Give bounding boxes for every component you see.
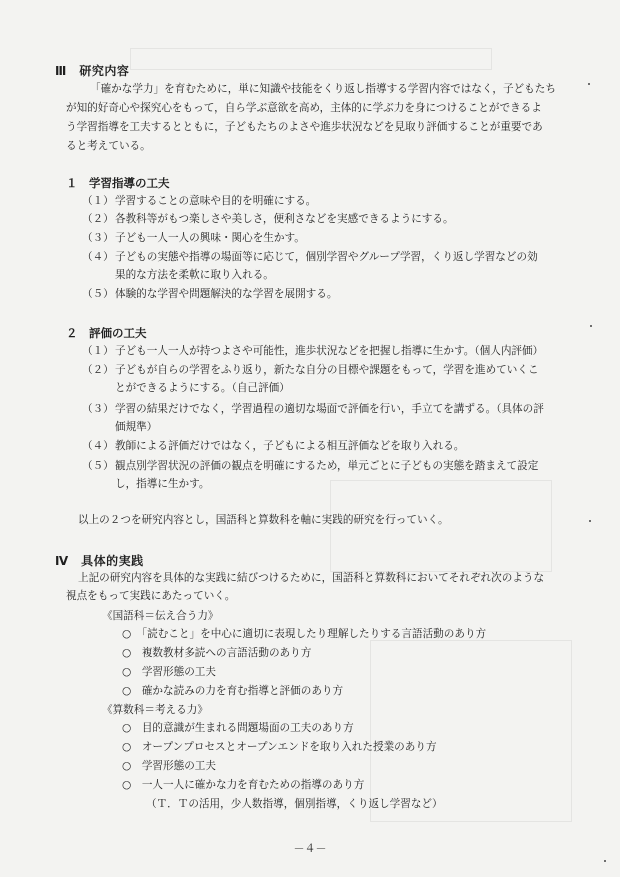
sansu-label: 《算数科＝考える力》: [102, 704, 208, 716]
item-number: （２）: [82, 364, 114, 376]
intro-line: 「確かな学力」を育むために，単に知識や技能をくり返し指導する学習内容ではなく，子どもたち: [90, 83, 556, 95]
sansu-item: ○ オープンプロセスとオープンエンドを取り入れた授業のあり方: [122, 741, 437, 753]
item-text: 価規準）: [115, 421, 158, 433]
kokugo-item: ○ 「読むこと」を中心に適切に表現したり理解したりする言語活動のあり方: [122, 628, 487, 640]
section-heading-3: Ⅲ 研究内容: [55, 64, 130, 78]
kokugo-item: ○ 複数教材多読への言語活動のあり方: [122, 647, 312, 659]
sansu-item: ○ 一人一人に確かな力を育むための指導のあり方: [122, 779, 365, 791]
item-text: 子ども一人一人が持つよさや可能性，進歩状況などを把握し指導に生かす。（個人内評価）: [115, 345, 544, 357]
subsection-heading-1: １ 学習指導の工夫: [66, 176, 170, 190]
item-text: し，指導に生かす。: [115, 478, 210, 490]
item-text: 子どもが自らの学習をふり返り，新たな自分の目標や課題をもって，学習を進めていくこ: [115, 364, 539, 376]
item-number: （４）: [82, 440, 114, 452]
intro-line: う学習指導を工夫するとともに，子どもたちのよさや進歩状況などを見取り評価することが重要であ: [66, 121, 543, 133]
item-number: （２）: [82, 213, 114, 225]
intro-line: 上記の研究内容を具体的な実践に結びつけるために，国語科と算数科においてそれぞれ次のような: [78, 572, 545, 584]
sansu-item: ○ 学習形態の工夫: [122, 760, 216, 772]
sansu-item: ○ 目的意識が生まれる問題場面の工夫のあり方: [122, 722, 354, 734]
item-number: （３）: [82, 232, 114, 244]
scan-speck: [590, 325, 592, 327]
show-through-box: [130, 48, 492, 70]
subsection-heading-2: ２ 評価の工夫: [66, 326, 147, 340]
scan-speck: [589, 520, 591, 522]
item-text: 学習することの意味や目的を明確にする。: [115, 195, 317, 207]
kokugo-item: ○ 確かな読みの力を育む指導と評価のあり方: [122, 685, 344, 697]
section-heading-4: Ⅳ 具体的実践: [55, 554, 144, 568]
item-number: （１）: [82, 195, 114, 207]
item-number: （３）: [82, 403, 114, 415]
item-number: （１）: [82, 345, 114, 357]
kokugo-label: 《国語科＝伝え合う力》: [102, 610, 219, 622]
show-through-box: [370, 640, 572, 822]
item-text: 学習の結果だけでなく，学習過程の適切な場面で評価を行い，手立てを講ずる。（具体の評: [115, 403, 544, 415]
item-text: 教師による評価だけではなく，子どもによる相互評価などを取り入れる。: [115, 440, 465, 452]
intro-line: が知的好奇心や探究心をもって，自ら学ぶ意欲を高め，主体的に学ぶ力を身につけることができるよ: [66, 102, 542, 114]
item-text: 体験的な学習や問題解決的な学習を展開する。: [115, 288, 338, 300]
page-number: －４－: [293, 842, 327, 855]
item-text: とができるようにする。（自己評価）: [115, 382, 290, 394]
item-text: 観点別学習状況の評価の観点を明確にするため，単元ごとに子どもの実態を踏まえて設定: [115, 460, 539, 472]
item-number: （５）: [82, 460, 114, 472]
item-text: 果的な方法を柔軟に取り入れる。: [115, 269, 274, 281]
scan-speck: [588, 83, 590, 85]
item-text: 各教科等がもつ楽しさや美しさ，便利さなどを実感できるようにする。: [115, 213, 454, 225]
item-number: （５）: [82, 288, 114, 300]
kokugo-item: ○ 学習形態の工夫: [122, 666, 216, 678]
closing-line: 以上の２つを研究内容とし，国語科と算数科を軸に実践的研究を行っていく。: [78, 514, 449, 526]
item-text: 子どもの実態や指導の場面等に応じて，個別学習やグループ学習，くり返し学習などの効: [115, 251, 538, 263]
intro-line: 視点をもって実践にあたっていく。: [66, 590, 236, 602]
scan-speck: [604, 860, 606, 862]
item-number: （４）: [82, 251, 114, 263]
item-text: 子ども一人一人の興味・関心を生かす。: [115, 232, 305, 244]
intro-line: ると考えている。: [66, 140, 151, 152]
sansu-note: （Ｔ．Ｔの活用，少人数指導，個別指導，くり返し学習など）: [146, 798, 443, 810]
